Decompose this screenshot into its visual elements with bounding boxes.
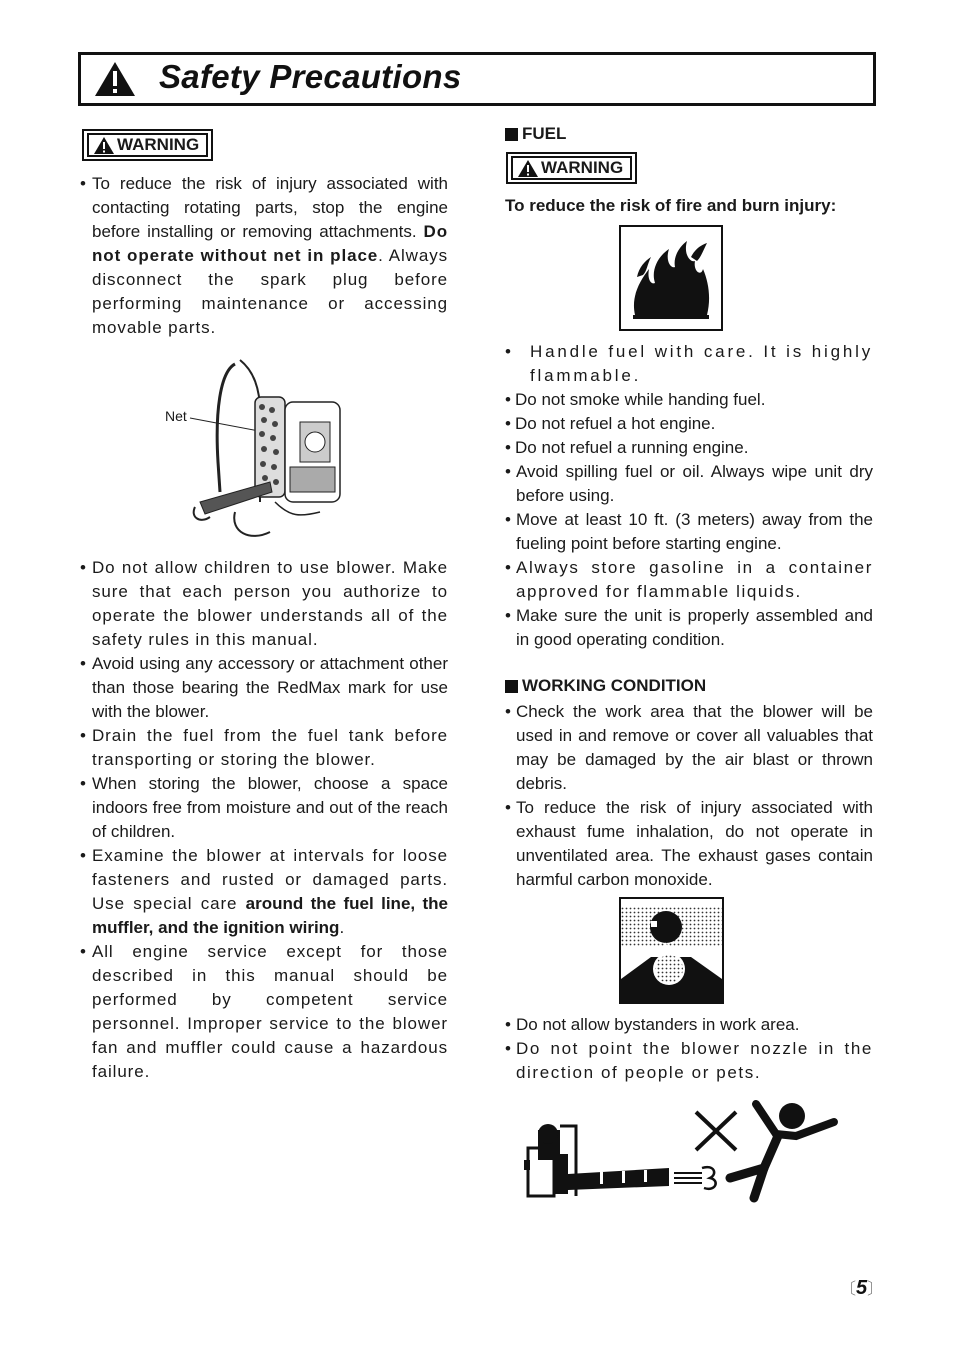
warning-badge [506,152,637,184]
working-condition-heading: WORKING CONDITION [505,676,706,696]
left-intro [80,172,448,340]
list-item: • Handle fuel with care. It is highly flammable. [505,342,873,385]
page-title: Safety Precautions [159,58,462,95]
list-item: • When storing the blower, choose a space indoors free from moisture and out of the reach of children. [80,774,448,841]
exhaust-fumes-hazard-icon [619,897,724,1004]
list-item: • Move at least 10 ft. (3 meters) away from the fueling point before starting engine. [505,510,873,553]
list-item: • Avoid spilling fuel or oil. Always wipe unit dry before using. [505,462,873,505]
list-item: • To reduce the risk of injury associated with contacting rotating parts, stop the engine before installing or removing attachments. Do not operate without net in place. Always disconnect the spark plug before performing maintenance or accessing movable parts. [80,174,448,337]
list-item: • Do not allow bystanders in work area. [505,1015,800,1034]
square-bullet-icon [505,128,518,141]
warning-label: WARNING [541,158,624,177]
blower-net-figure [160,352,360,547]
left-bullets [80,556,448,1084]
final-bullets [505,1013,873,1085]
fuel-heading: FUEL [505,124,566,144]
list-item: • Do not smoke while handing fuel. [505,390,766,409]
working-bullets [505,700,873,892]
fuel-bullets [505,340,873,652]
page-title-bar [78,52,876,106]
list-item: • Examine the blower at intervals for loose fasteners and rusted or damaged parts. Use special care around the fuel line, the muffler, and the ignition wiring. [80,846,448,937]
warning-badge [82,129,213,161]
list-item: • Always store gasoline in a container approved for flammable liquids. [505,558,873,601]
list-item: • Do not allow children to use blower. Make sure that each person you authorize to operate the blower understands all of the safety rules in this manual. [80,558,448,649]
list-item: • Check the work area that the blower will be used in and remove or cover all valuables that may be damaged by the air blast or thrown debris. [505,702,873,793]
fire-hazard-icon [619,225,723,331]
list-item: • All engine service except for those described in this manual should be performed by competent service personnel. Improper service to the blower fan and muffler could cause a hazardous failure. [80,942,448,1081]
warning-label: WARNING [117,135,200,154]
warning-triangle-icon [93,60,137,98]
list-item: • Avoid using any accessory or attachment other than those bearing the RedMax mark for use with the blower. [80,654,448,721]
list-item: • Make sure the unit is properly assembled and in good operating condition. [505,606,873,649]
warning-triangle-icon [517,159,539,178]
list-item: • To reduce the risk of injury associated with exhaust fume inhalation, do not operate in unventilated area. The exhaust gases contain harmful carbon monoxide. [505,798,873,889]
list-item: • Do not refuel a hot engine. [505,414,716,433]
list-item: • Drain the fuel from the fuel tank before transporting or storing the blower. [80,726,448,769]
list-item: • Do not refuel a running engine. [505,438,749,457]
list-item: • Do not point the blower nozzle in the direction of people or pets. [505,1039,873,1082]
warning-triangle-icon [93,136,115,155]
figure-label-net: Net [165,408,187,424]
fuel-subheading: To reduce the risk of fire and burn injury: [505,196,837,215]
blower-pointing-at-person-icon [524,1098,842,1204]
page-number: 〔5〕 [840,1277,884,1299]
square-bullet-icon [505,680,518,693]
